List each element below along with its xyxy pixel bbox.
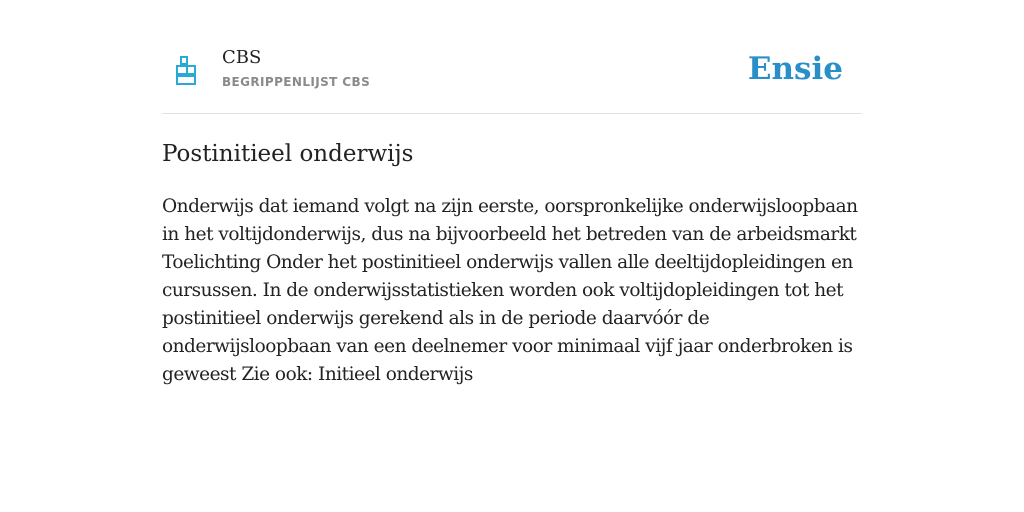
card-header [162,36,862,114]
ensie-logo[interactable]: Ensie [747,51,843,87]
source-subtitle[interactable]: BEGRIPPENLIJST CBS [222,75,371,89]
source-name[interactable]: CBS [222,47,262,68]
definition-card [162,36,862,389]
term-title: Postinitieel onderwijs [162,141,414,167]
source-block [222,47,370,89]
term-definition: Onderwijs dat iemand volgt na zijn eerste, oorspronkelijke onderwijsloopbaan in het voltijdonderwijs, dus na bijvoorbeeld het betreden van de arbeidsmarkt Toelichting Onder het postinitieel onderwijs vallen alle deeltijdopleidingen en cursussen. In de onderwijsstatistieken worden ook voltijdopleidingen tot het postinitieel onderwijs gerekend als in de periode daarvóór de onderwijsloopbaan van een deelnemer voor minimaal vijf jaar onderbroken is geweest Zie ook: Initieel onderwijs [162,196,858,385]
cbs-logo-icon [176,56,196,86]
